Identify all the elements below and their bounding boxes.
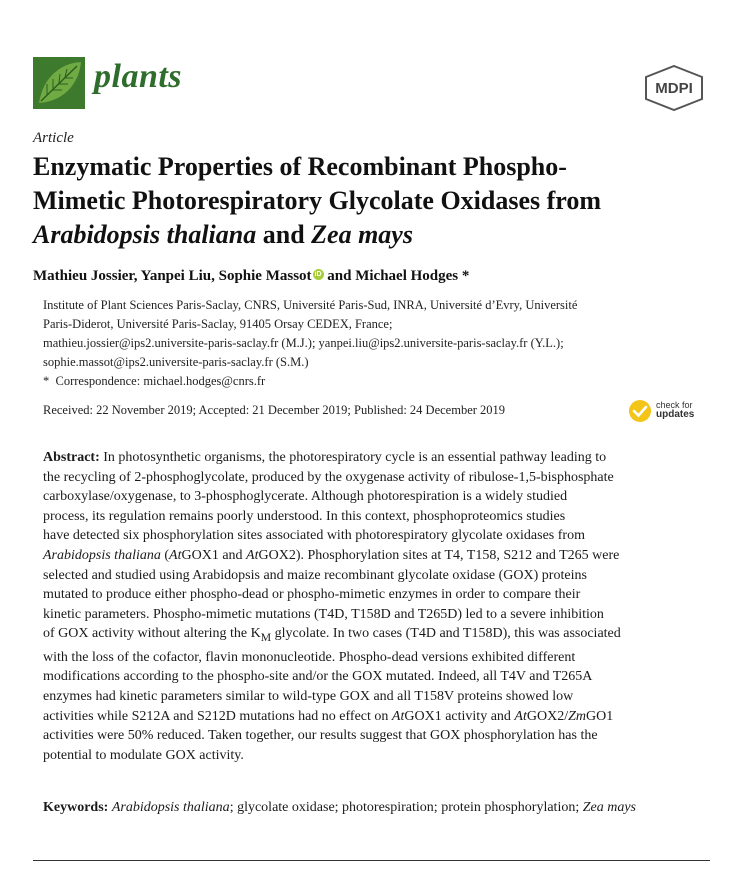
author-list (33, 268, 469, 285)
mdpi-logo-icon (643, 65, 705, 111)
abstract-line: mutated to produce either phospho-dead or phospho-mimetic enzymes in order to compare their (43, 587, 581, 603)
author-massot[interactable]: Sophie Massot (218, 268, 312, 284)
abstract-text: GOX2). Phosphorylation sites at T4, T158, S212 and T265 were (258, 547, 620, 563)
abstract-line: selected and studied using Arabidopsis and maize recombinant glycolate oxidase (GOX) proteins (43, 567, 587, 583)
check-updates-line-2: updates (656, 409, 695, 420)
title-species-arabidopsis: Arabidopsis thaliana (33, 220, 257, 249)
publisher-name: MDPI (655, 80, 693, 97)
check-updates-line-1: check for (656, 400, 693, 410)
abstract-gene-prefix: At (246, 547, 259, 563)
keyword-zea-mays: Zea mays (582, 800, 637, 815)
check-updates-icon (628, 399, 652, 423)
email-line[interactable]: sophie.massot@ips2.universite-paris-saclay.fr (S.M.) (43, 355, 309, 369)
abstract-text: of GOX activity without altering the K (43, 626, 261, 642)
plants-leaf-logo-icon (33, 57, 85, 109)
title-species-zea: Zea mays (311, 220, 413, 249)
title-line-1: Enzymatic Properties of Recombinant Phospho- (33, 152, 567, 181)
abstract-text: ( (160, 547, 170, 563)
affiliation-line: Paris-Diderot, Université Paris-Saclay, 91405 Orsay CEDEX, France; (43, 317, 393, 331)
abstract-gene-prefix: At (169, 547, 182, 563)
km-subscript: M (260, 631, 272, 645)
abstract-line: kinetic parameters. Phospho-mimetic mutations (T4D, T158D and T265D) led to a severe inhibition (43, 606, 604, 622)
keywords-label: Keywords: (43, 800, 109, 815)
abstract-text: activities while S212A and S212D mutations had no effect on (43, 708, 392, 724)
abstract-text: GOX1 and (181, 547, 247, 563)
affiliations (43, 296, 693, 391)
abstract-label: Abstract: (43, 450, 100, 465)
abstract-species: Arabidopsis thaliana (43, 547, 161, 563)
keyword-arabidopsis: Arabidopsis thaliana (111, 800, 230, 815)
abstract-line: modifications according to the phospho-site and/or the GOX mutated. Indeed, all T4V and T265A (43, 669, 593, 685)
correspondence-line (43, 372, 693, 391)
abstract-gene-prefix: At (514, 708, 527, 724)
keywords (43, 798, 710, 818)
author-liu[interactable]: Yanpei Liu, (140, 268, 215, 284)
section-divider (33, 860, 710, 861)
abstract-line: activities were 50% reduced. Taken together, our results suggest that GOX phosphorylation has the (43, 728, 598, 744)
author-hodges[interactable]: and Michael Hodges * (327, 268, 470, 284)
abstract-line: In photosynthetic organisms, the photorespiratory cycle is an essential pathway leading to (99, 450, 607, 465)
article-type: Article (33, 130, 74, 146)
abstract-gene-prefix: At (391, 708, 405, 724)
abstract-line: have detected six phosphorylation sites associated with photorespiratory glycolate oxidases from (43, 528, 585, 544)
correspondence-email[interactable]: Correspondence: michael.hodges@cnrs.fr (55, 374, 266, 388)
abstract-text: GO1 (586, 708, 614, 724)
check-updates-text (656, 400, 694, 420)
abstract-text: glycolate. In two cases (T4D and T158D), this was associated (271, 626, 621, 642)
title-line-2: Mimetic Photorespiratory Glycolate Oxidases from (33, 186, 602, 215)
keyword-list: ; glycolate oxidase; photorespiration; protein phosphorylation; (229, 800, 580, 815)
abstract-text: GOX1 activity and (404, 708, 515, 724)
abstract-line: enzymes had kinetic parameters similar to wild-type GOX and all T158V proteins showed low (43, 688, 574, 704)
title-conjunction: and (256, 220, 312, 249)
orcid-icon[interactable]: iD (314, 271, 322, 278)
abstract-line: process, its regulation remains poorly understood. In this context, phosphoproteomics studies (43, 508, 566, 524)
check-for-updates-badge[interactable] (628, 398, 710, 426)
correspondence-star: * (43, 374, 50, 388)
abstract-line: with the loss of the cofactor, flavin mononucleotide. Phospho-dead versions exhibited different (43, 649, 576, 665)
abstract-text: GOX2/ (526, 708, 569, 724)
email-line[interactable]: mathieu.jossier@ips2.universite-paris-saclay.fr (M.J.); yanpei.liu@ips2.universite-paris-saclay.fr (Y.L.); (43, 336, 564, 350)
article-title (33, 150, 713, 252)
publication-dates: Received: 22 November 2019; Accepted: 21 December 2019; Published: 24 December 2019 (43, 403, 506, 417)
abstract (43, 448, 710, 765)
abstract-line: carboxylase/oxygenase, to 3-phosphoglycerate. Although photorespiration is a widely studied (43, 489, 568, 505)
affiliation-line: Institute of Plant Sciences Paris-Saclay, CNRS, Université Paris-Sud, INRA, Université d’Evry, Université (43, 298, 578, 312)
journal-name: plants (94, 58, 183, 95)
abstract-line: the recycling of 2-phosphoglycolate, produced by the oxygenase activity of ribulose-1,5-bisphosphate (43, 469, 614, 485)
author-jossier[interactable]: Mathieu Jossier, (33, 268, 138, 284)
abstract-gene-prefix: Zm (568, 708, 586, 724)
abstract-line: potential to modulate GOX activity. (43, 747, 244, 763)
